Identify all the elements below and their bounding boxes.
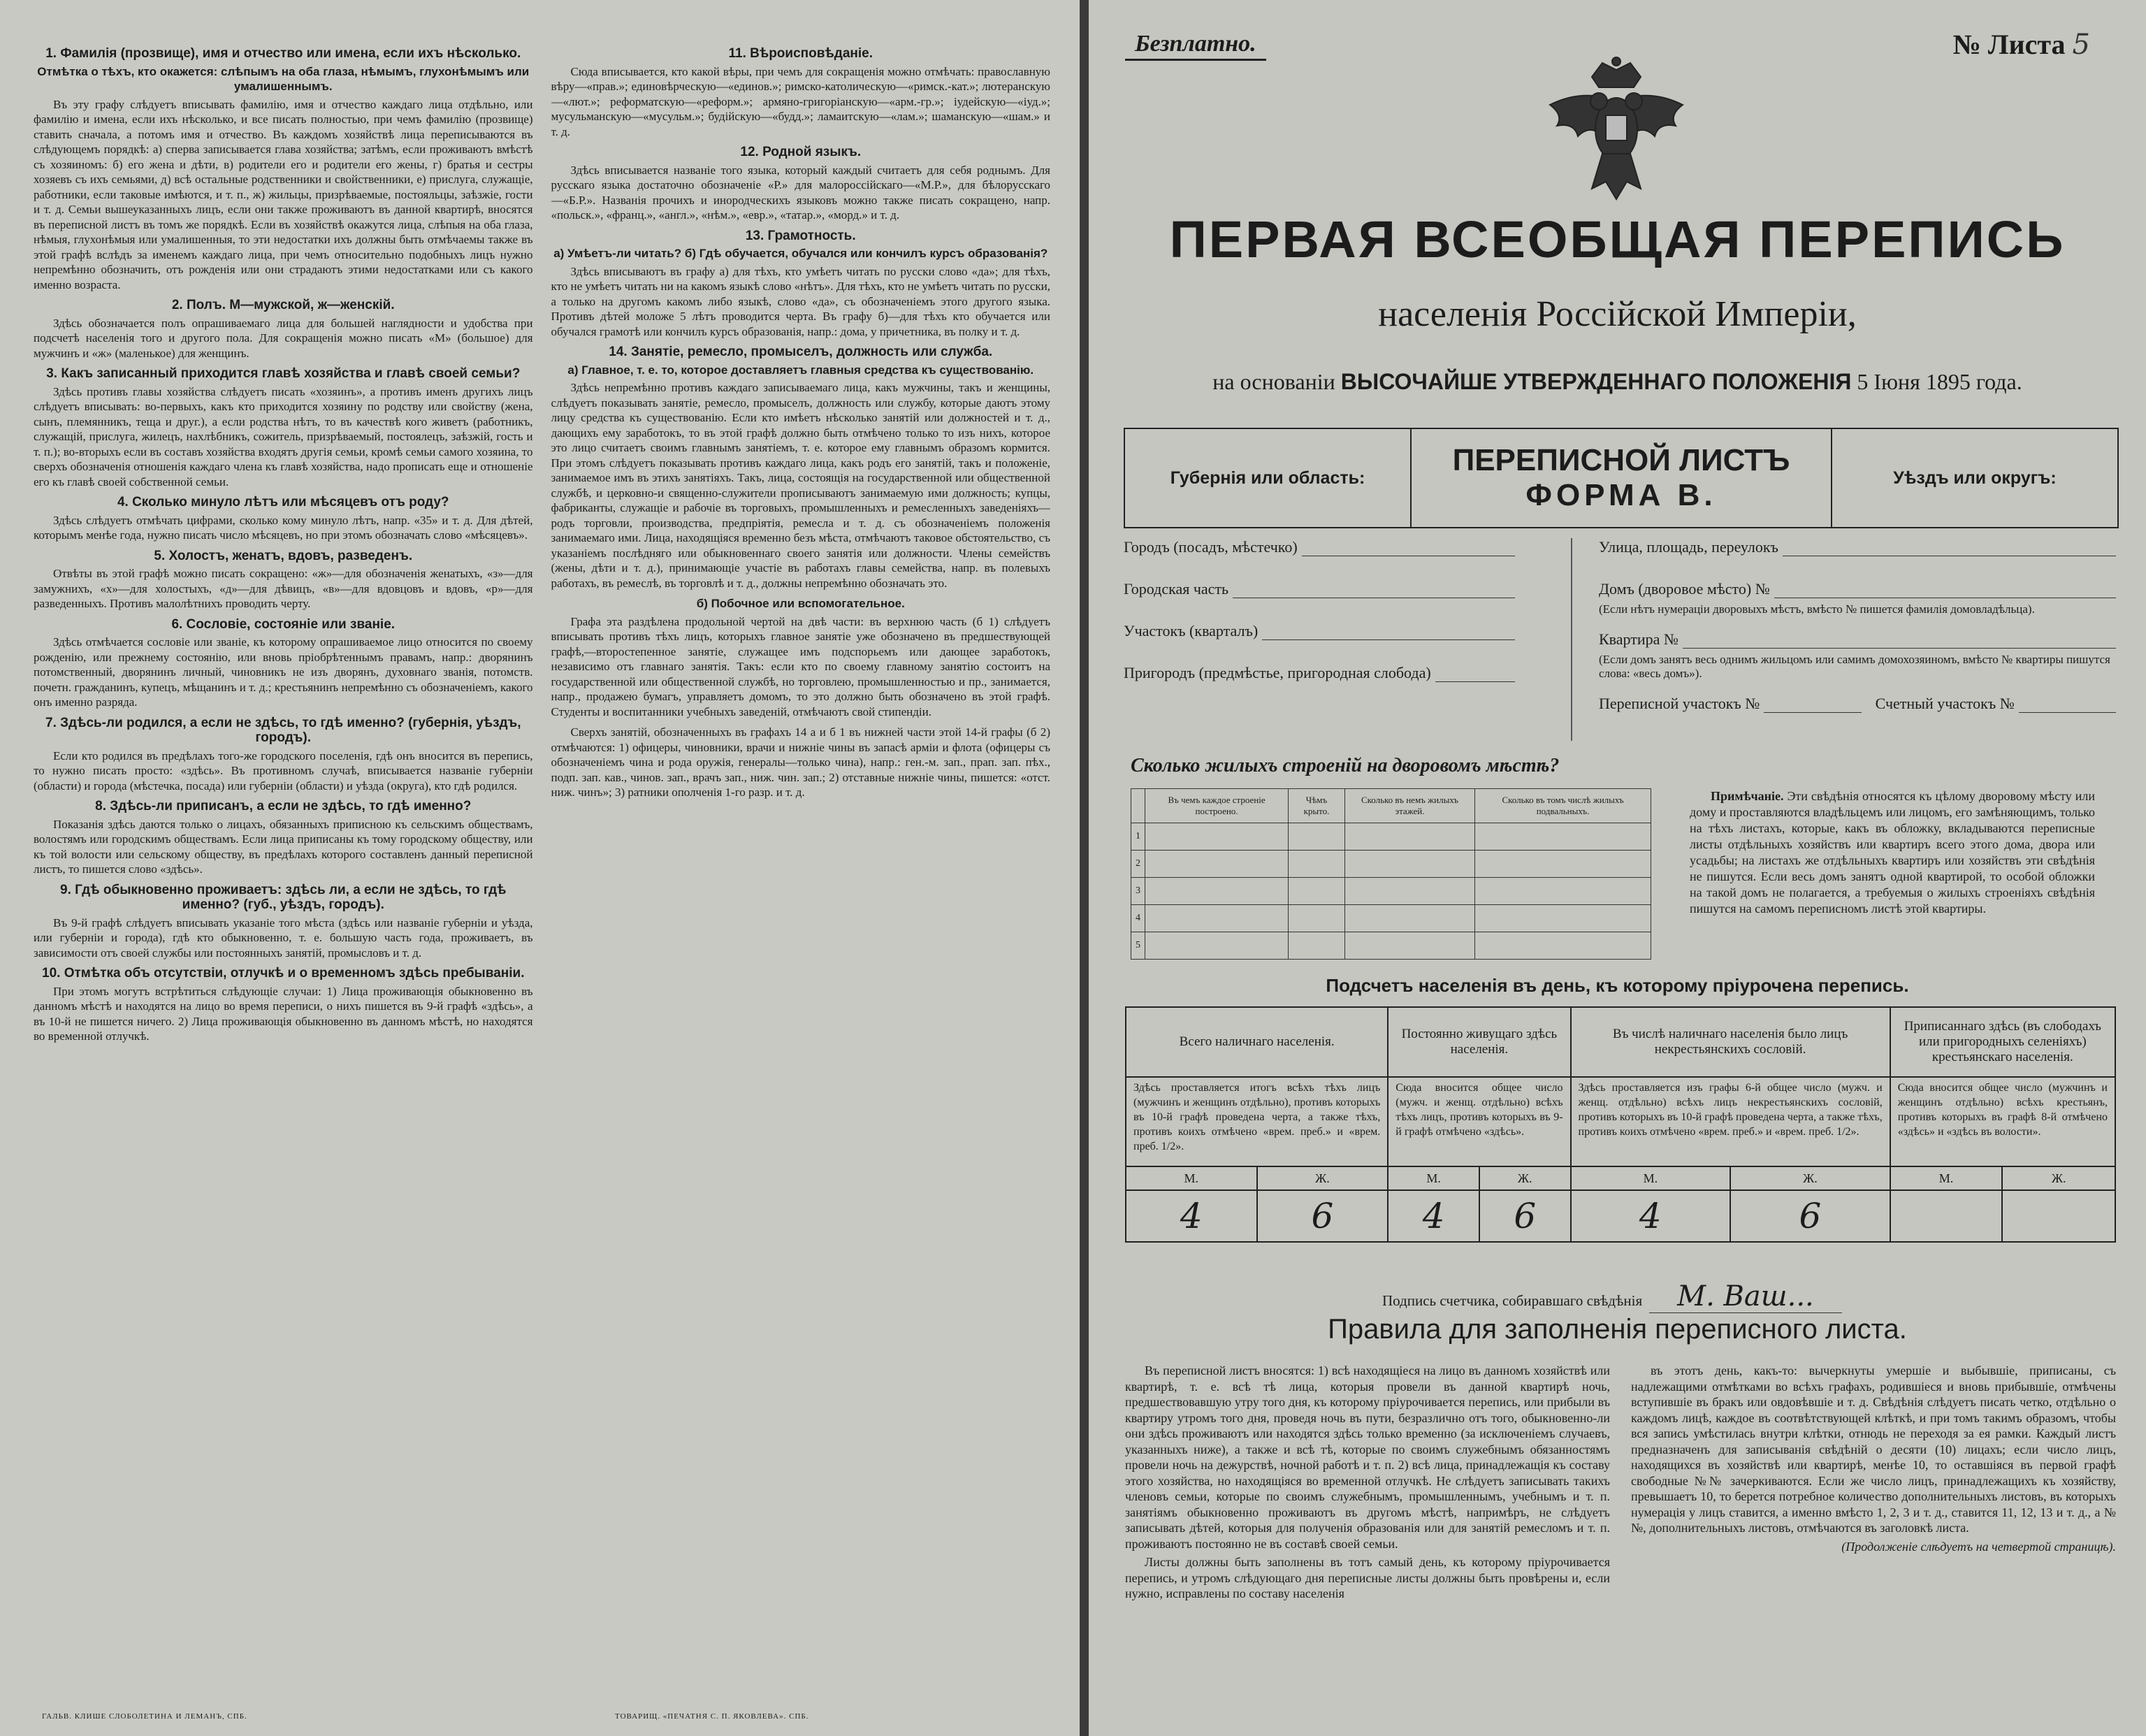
instruction-section bbox=[551, 725, 1051, 800]
buildings-cell[interactable] bbox=[1289, 851, 1345, 878]
instruction-section bbox=[551, 345, 1051, 591]
instruction-section bbox=[34, 46, 533, 292]
signature-value: М. Ваш... bbox=[1649, 1280, 1842, 1313]
population-description: Сюда вносится общее число (мужчинъ и женщинъ отдѣльно) всѣхъ крестьянъ, противъ которыхъ въ графѣ 8-й отмѣчено «здѣсь» и «здѣсь въ волости». bbox=[1890, 1077, 2115, 1166]
buildings-cell[interactable] bbox=[1145, 851, 1289, 878]
population-value[interactable] bbox=[1890, 1190, 2003, 1242]
sheet-number-label: № Листа bbox=[1952, 29, 2066, 60]
form-subtitle: населенія Россійской Имперіи, bbox=[1378, 294, 1857, 334]
sex-male-label: М. bbox=[1890, 1166, 2003, 1190]
instruction-section bbox=[34, 549, 533, 612]
row-number: 1 bbox=[1131, 823, 1145, 851]
note-body: Эти свѣдѣнія относятся къ цѣлому дворовому мѣсту или дому и проставляются владѣльцемъ или лицомъ, его замѣняющимъ, только на тѣхъ листахъ, которые, какъ въ обложку, вкладываются переписные листы отдѣльныхъ хозяйствъ или квартиръ всего этого дома, двора или усадьбы; на листахъ же отдѣльныхъ квартиръ или хозяйствъ эти свѣдѣнія не пишутся. Если весь домъ занятъ одной квартирой, то особой обложки на такой домъ не полагается, а требуемыя о жилыхъ строеніяхъ свѣдѣнія пишутся на самомъ переписномъ листѣ этой квартиры. bbox=[1690, 789, 2095, 916]
sheet-number bbox=[1953, 28, 2090, 61]
section-title: 11. Вѣроисповѣданіе. bbox=[728, 46, 873, 61]
buildings-cell[interactable] bbox=[1145, 878, 1289, 905]
section-body: Здѣсь слѣдуетъ отмѣчать цифрами, сколько кому минуло лѣтъ, напр. «35» и т. д. Для дѣтей, которымъ менѣе года, нужно писать число мѣсяцевъ, но при этомъ обозначать слово «мѣсяцевъ». bbox=[34, 513, 533, 542]
buildings-row bbox=[1131, 905, 1651, 932]
section-title: 3. Какъ записанный приходится главѣ хозяйства и главѣ своей семьи? bbox=[46, 366, 521, 381]
address-right-column bbox=[1599, 538, 2116, 737]
rules-paragraph: Листы должны быть заполнены въ тотъ самый день, къ которому пріурочивается перепись, и утромъ слѣдующаго дня переписные листы должны быть провѣрены и, если нужно, исправлены по составу населенія bbox=[1125, 1555, 1610, 1600]
row-number: 3 bbox=[1131, 878, 1145, 905]
population-description: Здѣсь проставляется итогъ всѣхъ тѣхъ лицъ (мужчинъ и женщинъ отдѣльно), противъ которыхъ въ 10-й графѣ проведена черта, а также тѣхъ, противъ коихъ отмѣчено «врем. преб.» и «врем. преб. 1/2». bbox=[1126, 1077, 1388, 1166]
instruction-section bbox=[34, 799, 533, 877]
population-header: Постоянно живущаго здѣсь населенія. bbox=[1388, 1007, 1570, 1077]
section-body: Сюда вписывается, кто какой вѣры, при чемъ для сокращенія можно отмѣчать: православную вѣру—«прав.»; единовѣрческую—«единов.»; римско-католическую—«римск.-кат.»; лютеранскую—«лют.»; реформатскую—«реформ.»; армяно-григоріанскую—«арм.-гр.»; іудейскую—«іуд.»; мусульманскую—«мусульм.»; будійскую—«будд.»; ламаитскую—«лам.»; шаманскую—«шам.» и т. д. bbox=[551, 64, 1050, 138]
sex-male-label: М. bbox=[1388, 1166, 1479, 1190]
continuation-note: (Продолженіе слѣдуетъ на четвертой страницѣ). bbox=[1841, 1539, 2116, 1554]
section-subtitle: а) Главное, т. е. то, которое доставляетъ главныя средства къ существованію. bbox=[567, 363, 1034, 377]
buildings-cell[interactable] bbox=[1289, 932, 1345, 960]
section-body: Здѣсь отмѣчается сословіе или званіе, къ которому опрашиваемое лицо относится по своему рожденію, или прежнему состоянію, или вновь пріобрѣтеннымъ правамъ, напр.: дворянинъ потомственный, дворянинъ личный, чиновникъ не изъ дворянъ, духовнаго званія, потомств. почетн. гражданинъ, купецъ, мѣщанинъ и т. д.; крестьянинъ непремѣнно съ обозначеніемъ, какого онъ именно разряда. bbox=[34, 635, 533, 709]
form-type bbox=[1410, 429, 1832, 527]
form-title: ПЕРВАЯ ВСЕОБЩАЯ ПЕРЕПИСЬ bbox=[1169, 210, 2066, 268]
printer-credit-center: ТОВАРИЩ. «ПЕЧАТНЯ С. П. ЯКОВЛЕВА». СПБ. bbox=[615, 1712, 809, 1721]
population-count-title: Подсчетъ населенія въ день, къ которому пріурочена перепись. bbox=[1326, 975, 1909, 996]
buildings-row bbox=[1131, 878, 1651, 905]
section-subtitle: а) Умѣетъ-ли читать? б) Гдѣ обучается, обучался или кончилъ курсъ образованія? bbox=[553, 247, 1048, 260]
sex-male-label: М. bbox=[1571, 1166, 1731, 1190]
buildings-row bbox=[1131, 932, 1651, 960]
buildings-cell[interactable] bbox=[1344, 823, 1474, 851]
sheet-number-value: 5 bbox=[2072, 29, 2090, 61]
section-title: 13. Грамотность. bbox=[745, 228, 856, 243]
buildings-cell[interactable] bbox=[1344, 878, 1474, 905]
instruction-section bbox=[34, 617, 533, 710]
buildings-row bbox=[1131, 851, 1651, 878]
population-value[interactable]: 6 bbox=[1257, 1190, 1389, 1242]
buildings-cell[interactable] bbox=[1475, 932, 1651, 960]
section-body: Здѣсь вписывается названіе того языка, который каждый считаетъ для себя роднымъ. Для русскаго языка достаточно обозначеніе «Р.» для малороссійскаго—«М.Р.», для бѣлорусскаго—«Б.Р.». Названія прочихъ и инородческихъ языковъ можно также писать сокращено, напр. «польск.», «франц.», «англ.», «нѣм.», «евр.», «татар.», «морд.» и т. д. bbox=[551, 163, 1050, 222]
precinct-field[interactable]: Участокъ (кварталъ) bbox=[1124, 622, 1515, 640]
signature-label: Подпись счетчика, собиравшаго свѣдѣнія bbox=[1382, 1292, 1643, 1309]
flat-field[interactable]: Квартира № bbox=[1599, 630, 2116, 649]
buildings-header: Въ чемъ каждое строеніе построено. bbox=[1145, 789, 1289, 823]
instruction-section bbox=[34, 966, 533, 1044]
rules-paragraph: Въ переписной листъ вносятся: 1) всѣ находящіеся на лицо въ данномъ хозяйствѣ или квартирѣ, т. е. всѣ тѣ лица, которыя провели въ данной квартирѣ ночь, предшествовавшую утру того дня, къ которому пріурочивается перепись, или прибыли въ квартиру утромъ того дня, проведя ночь въ пути, безразлично отъ того, обыкновенно-ли они здѣсь проживаютъ или находятся здѣсь только временно (за исключеніемъ случаевъ, указанныхъ ниже), а также и всѣ тѣ, которые по своимъ служебнымъ обязанностямъ провели ночь на дежурствѣ, ночной работѣ и т. п. 2) всѣ лица, принадлежащія къ составу этого хозяйства, но находящіяся во временной отлучкѣ. Не слѣдуетъ записывать такихъ членовъ семьи, которые по своимъ служебнымъ, промышленнымъ, учебнымъ и т. п. занятіямъ обыкновенно проживаютъ въ другомъ мѣстѣ, напримѣръ, не слѣдуетъ записывать дѣтей, которыя для полученія образованія или для занятій ремесломъ и т. п. проживаютъ постоянно не въ составѣ своей семьи. bbox=[1125, 1364, 1610, 1551]
suburb-field[interactable]: Пригородъ (предмѣстье, пригородная слобода) bbox=[1124, 664, 1515, 682]
form-header-box bbox=[1124, 428, 2119, 528]
district-label: Уѣздъ или округъ: bbox=[1893, 468, 2057, 488]
section-body: Здѣсь обозначается полъ опрашиваемаго лица для большей наглядности и удобства при подсчетѣ населенія того и другого пола. Для сокращенія можно писать «М» (большое) для мужчинъ и «ж» (маленькое) для женщинъ. bbox=[34, 316, 533, 360]
population-header: Въ числѣ наличнаго населенія было лицъ некрестьянскихъ сословій. bbox=[1571, 1007, 1890, 1077]
address-section bbox=[1124, 538, 2116, 741]
census-form-page bbox=[1089, 0, 2146, 1736]
section-body: При этомъ могутъ встрѣтиться слѣдующіе случаи: 1) Лица проживающія обыкновенно въ данномъ мѣстѣ и находятся на лицо во время переписи, о нихъ пишется въ 9-й графѣ «здѣсь», а въ 10-й не пишется ничего. 2) Лица проживающія обыкновенно въ данномъ мѣстѣ, но находятся во временной отлучкѣ. bbox=[34, 984, 533, 1043]
legal-basis-pre: на основаніи bbox=[1212, 369, 1335, 394]
section-title: 1. Фамилія (прозвище), имя и отчество или имена, если ихъ нѣсколько. bbox=[45, 46, 521, 61]
town-district-field[interactable]: Городская часть bbox=[1124, 580, 1515, 598]
rules-column-2 bbox=[1631, 1363, 2116, 1605]
section-title: 12. Родной языкъ. bbox=[740, 145, 862, 159]
instruction-section bbox=[34, 298, 533, 361]
section-body: Въ 9-й графѣ слѣдуетъ вписывать указаніе того мѣста (здѣсь или названіе губерніи и уѣзда, или губерніи и города), гдѣ кто обыкновенно, т. е. большую часть года, проживаетъ, въ зависимости отъ своей службы или постоянныхъ занятій, промысловъ и т. д. bbox=[34, 916, 533, 960]
form-letter: ФОРМА В. bbox=[1525, 478, 1717, 512]
sex-female-label: Ж. bbox=[1730, 1166, 1890, 1190]
buildings-cell[interactable] bbox=[1475, 905, 1651, 932]
buildings-cell[interactable] bbox=[1344, 851, 1474, 878]
imperial-eagle-emblem-icon bbox=[1536, 49, 1697, 210]
row-number: 5 bbox=[1131, 932, 1145, 960]
buildings-cell[interactable] bbox=[1145, 905, 1289, 932]
row-number-header bbox=[1131, 789, 1145, 823]
buildings-cell[interactable] bbox=[1475, 823, 1651, 851]
row-number: 4 bbox=[1131, 905, 1145, 932]
buildings-row bbox=[1131, 823, 1651, 851]
section-body: Сверхъ занятій, обозначенныхъ въ графахъ 14 а и б 1 въ нижней части этой 14-й графы (б 2) отмѣчаются: 1) офицеры, чиновники, врачи и нижніе чины въ запасѣ арміи и флота (офицеры съ обозначеніемъ чина и рода оружія, генералы—только чина), напр.: ген.-м. зап., прап. зап. пѣх., подп. зап. кав., чинов. зап., врачъ зап., ниж. чин. зап.; 2) отставные нижніе чины, пишется: «отст. ниж. чинъ»; 3) ратники ополченія 1-го разр. и т. д. bbox=[551, 725, 1050, 799]
instruction-section bbox=[34, 883, 533, 961]
buildings-cell[interactable] bbox=[1475, 878, 1651, 905]
row-number: 2 bbox=[1131, 851, 1145, 878]
section-subtitle: Отмѣтка о тѣхъ, кто окажется: слѣпымъ на оба глаза, нѣмымъ, глухонѣмымъ или умалишеннымъ. bbox=[37, 64, 530, 93]
house-field-note: (Если нѣтъ нумераціи дворовыхъ мѣстъ, вмѣсто № пишется фамилія домовладѣльца). bbox=[1599, 602, 2035, 616]
legal-basis-post: 5 Іюня 1895 года. bbox=[1857, 369, 2022, 394]
population-header: Приписаннаго здѣсь (въ слободахъ или пригородныхъ селеніяхъ) крестьянскаго населенія. bbox=[1890, 1007, 2115, 1077]
section-body: Здѣсь противъ главы хозяйства слѣдуетъ писать «хозяинъ», а противъ именъ другихъ лицъ слѣдуетъ вписывать: во-первыхъ, какъ кто приходится хозяину по родству или свойству (жена, сынъ, племянникъ, теща и друг.), а если родства нѣтъ, то въ качествѣ кого живетъ (работникъ, служащій, прислуга, жилецъ, нахлѣбникъ, сожитель, призрѣваемый, постоялецъ, заѣзжій, гость и т. п.); во-вторыхъ если въ составъ хозяйства входятъ другія семьи, кромѣ семьи самого хозяина, то сверхъ обозначенія отношенія каждаго члена къ главѣ хозяйства, надо прописать еще и отношеніе его къ главѣ своей собственной семьи. bbox=[34, 384, 533, 489]
population-header: Всего наличнаго населенія. bbox=[1126, 1007, 1388, 1077]
instruction-section bbox=[551, 229, 1051, 340]
buildings-cell[interactable] bbox=[1344, 932, 1474, 960]
section-title: 14. Занятіе, ремесло, промыселъ, должность или служба. bbox=[609, 345, 993, 359]
instructions-column-2 bbox=[551, 42, 1051, 1691]
town-field[interactable]: Городъ (посадъ, мѣстечко) bbox=[1124, 538, 1515, 556]
instruction-section bbox=[551, 46, 1051, 139]
population-value[interactable]: 4 bbox=[1571, 1190, 1731, 1242]
buildings-table bbox=[1131, 788, 1651, 960]
page-gutter bbox=[1080, 0, 1089, 1736]
buildings-cell[interactable] bbox=[1145, 932, 1289, 960]
section-title: 4. Сколько минуло лѣтъ или мѣсяцевъ отъ роду? bbox=[117, 495, 449, 509]
house-field[interactable]: Домъ (дворовое мѣсто) № bbox=[1599, 580, 2116, 598]
section-body: Здѣсь непремѣнно противъ каждаго записываемаго лица, какъ мужчины, такъ и женщины, слѣдуетъ показывать занятіе, ремесло, промыселъ, должность или службу, которые даютъ этому лицу средства къ существованію. Если кто имѣетъ нѣсколько занятій или должностей и т. д., дающихъ ему заработокъ, то въ этой графѣ должно быть отмѣчено только то изъ нихъ, которое это лицо считаетъ своимъ главнымъ занятіемъ, т. е. которое ему главнымъ образомъ кормится. При этомъ слѣдуетъ показывать противъ каждаго лица, какъ родъ его занятій, такъ и положеніе, занимаемое имъ въ этихъ занятіяхъ. Такъ, лица, состоящія на государственной или общественной службѣ, и церковно-и священно-служители прописываютъ занимаемую ими должность; купцы, фабриканты, служащіе и рабочіе въ торговыхъ, промышленныхъ и ремесленныхъ заведеніяхъ—родъ торговли, производства, предпріятія, ремесла и т. д. съ обозначеніемъ положенія занимаемаго ими. Лица, находящіяся временно безъ мѣста, отмѣчаютъ таковое обстоятельство, съ указаніемъ послѣдняго или обыкновеннаго своего занятія или должности. Члены семействъ (жены, дѣти и т. д.), принимающіе участіе въ работахъ главы семейства, напр. въ полевыхъ работахъ, въ ремеслѣ, въ торговлѣ и т. д., должны непремѣнно обозначать это. bbox=[551, 381, 1050, 590]
buildings-header: Сколько въ томъ числѣ жилыхъ подвальныхъ. bbox=[1475, 789, 1651, 823]
buildings-header: Чѣмъ крыто. bbox=[1289, 789, 1345, 823]
section-body: Отвѣты въ этой графѣ можно писать сокращено: «ж»—для обозначенія женатыхъ, «з»—для замужнихъ, «х»—для холостыхъ, «д»—для дѣвицъ, «в»—для вдовцовъ и вдовъ, «р»—для разведенныхъ. Противъ малолѣтнихъ проводить черту. bbox=[34, 567, 533, 610]
section-body: Здѣсь вписываютъ въ графу а) для тѣхъ, кто умѣетъ читать по русски слово «да»; для тѣхъ, кто не умѣетъ читать ни на какомъ языкѣ слово «нѣтъ». Для тѣхъ, кто не умѣетъ читать по русски, а только на другомъ какомъ либо языкѣ, слово «да», съ обозначеніемъ этого другого языка. Противъ дѣтей моложе 5 лѣтъ проводится черта. Въ графу б)—для тѣхъ кто обучается или обучался грамотѣ или кончилъ курсъ образованія, напр.: дома, у причетника, въ полку и т. д. bbox=[551, 264, 1050, 338]
population-value[interactable]: 6 bbox=[1479, 1190, 1571, 1242]
sex-female-label: Ж. bbox=[1479, 1166, 1571, 1190]
instruction-section bbox=[34, 366, 533, 489]
buildings-cell[interactable] bbox=[1289, 878, 1345, 905]
form-legal-basis bbox=[1089, 369, 2146, 395]
instructions-column-1 bbox=[34, 42, 533, 1691]
buildings-cell[interactable] bbox=[1289, 823, 1345, 851]
section-body: Графа эта раздѣлена продольной чертой на двѣ части: въ верхнюю часть (б 1) слѣдуетъ вписывать противъ тѣхъ лицъ, которыхъ главное занятіе уже обозначено въ предшествующей графѣ,—второстепенное занятіе, служащее имъ подспорьемъ или дающее заработокъ, независимо отъ главнаго занятія. Такъ: если кто по своему главному занятію состоитъ на государственной или общественной службѣ, но торговлею, промышленностью и пр., занимается, напр., продажею бумагъ, управляетъ домомъ, то это должно быть обозначено въ этой графѣ. Студенты и воспитанники учебныхъ заведеній, отмѣчаютъ свой стипендіи. bbox=[551, 614, 1050, 718]
rules-column-1 bbox=[1125, 1363, 1610, 1605]
section-body: Въ эту графу слѣдуетъ вписывать фамилію, имя и отчество каждаго лица отдѣльно, или фамилію и имена, если ихъ нѣсколько, и все писать полностью, при чемъ фамилію (прозвище) ставить сначала, а потомъ имя и отчество. Въ каждомъ хозяйствѣ лица переписываются въ слѣдующемъ порядкѣ: а) сперва записывается глава хозяйства; затѣмъ, если проживаютъ вмѣстѣ съ хозяиномъ: б) его жена и дѣти, в) родители его и родители его жены, г) братья и сестры хозяевъ съ ихъ семьями, д) всѣ остальные родственники и свойственники, е) прислуга, служащіе, работники, если таковые имѣются, и т. п., ж) жильцы, призрѣваемые, постояльцы, заѣзжіе, гости и т. д. Семьи вышеуказанныхъ лицъ, если они также проживаютъ въ данной квартирѣ, вносятся въ переписной листъ въ томъ же порядкѣ. Если въ хозяйствѣ окажутся лица, слѣпыя на оба глаза, нѣмыя, глухонѣмыя или умалишенныя, то эти недостатки ихъ должны быть отмѣчаемы также въ этой графѣ вслѣдъ за именемъ каждаго лица, при чемъ относительно подобныхъ лицъ нужно непремѣнно обозначить, отъ рожденія или они страдаютъ этими недостатками или съ какого именно возраста. bbox=[34, 97, 533, 291]
flat-field-note: (Если домъ занятъ весь однимъ жильцомъ или самимъ домохозяиномъ, вмѣсто № квартиры пишутся слова: «весь домъ»). bbox=[1599, 653, 2110, 680]
instructions-columns bbox=[34, 42, 1050, 1691]
instruction-section bbox=[34, 495, 533, 543]
printer-credit-left: ГАЛЬВ. КЛИШЕ СЛОБОЛЕТИНА И ЛЕМАНЪ, СПБ. bbox=[42, 1712, 247, 1721]
section-body: Если кто родился въ предѣлахъ того-же городского поселенія, гдѣ онъ вносится въ перепись, то нужно писать просто: «здѣсь». Въ противномъ случаѣ, вписывается названіе губерніи (области) и города (мѣстечка, посада) или губерніи (области) и уѣзда (округа), кто гдѣ родился. bbox=[34, 748, 533, 793]
population-value[interactable]: 4 bbox=[1388, 1190, 1479, 1242]
buildings-cell[interactable] bbox=[1289, 905, 1345, 932]
population-value[interactable]: 6 bbox=[1730, 1190, 1890, 1242]
census-sheet-label: ПЕРЕПИСНОЙ ЛИСТЪ bbox=[1452, 443, 1790, 477]
rules-columns bbox=[1125, 1363, 2116, 1605]
rules-paragraph: въ этотъ день, какъ-то: вычеркнуты умершіе и выбывшіе, приписаны, съ надлежащими отмѣтками во всѣхъ графахъ, родившіеся и вновь прибывшіе, отмѣчены вступившіе въ бракъ или овдовѣвшіе и т. д. Свѣдѣнія слѣдуетъ писать четко, отдѣльно о каждомъ лицѣ, каждое въ соотвѣтствующей клѣткѣ, и при томъ такимъ образомъ, чтобы вся запись умѣстилась внутри клѣтки, отнюдь не переходя за ея рамки. Каждый листъ предназначенъ для записыванія свѣдѣній о десяти (10) лицахъ; если число лицъ, находящихся въ хозяйствѣ или квартирѣ, менѣе 10, то оставшіяся въ первой графѣ свободные №№ зачеркиваются. Если же число лицъ, принадлежащихъ къ хозяйству, превышаетъ 10, то берется потребное количество дополнительныхъ листовъ, въ которыхъ нумерація у лицъ ставится, а именно вмѣсто 1, 2, 3 и т. д., ставится 11, 12, 13 и т. д., а №№, дополнительныхъ листовъ, отмѣчаются въ заголовкѣ листа. bbox=[1631, 1364, 2116, 1535]
population-value[interactable]: 4 bbox=[1126, 1190, 1257, 1242]
street-field[interactable]: Улица, площадь, переулокъ bbox=[1599, 538, 2116, 556]
buildings-cell[interactable] bbox=[1145, 823, 1289, 851]
enumerator-signature bbox=[1382, 1280, 1842, 1312]
province-label: Губернія или область: bbox=[1170, 468, 1365, 488]
address-left-column bbox=[1124, 538, 1515, 706]
section-title: 8. Здѣсь-ли приписанъ, а если не здѣсь, то гдѣ именно? bbox=[95, 799, 472, 813]
instruction-section bbox=[551, 145, 1051, 223]
population-value[interactable] bbox=[2002, 1190, 2115, 1242]
buildings-cell[interactable] bbox=[1475, 851, 1651, 878]
instruction-section bbox=[551, 596, 1051, 719]
sex-female-label: Ж. bbox=[1257, 1166, 1389, 1190]
census-precinct-field[interactable]: Переписной участокъ № Счетный участокъ № bbox=[1599, 695, 2116, 713]
section-subtitle: б) Побочное или вспомогательное. bbox=[696, 597, 905, 610]
free-of-charge-label: Безплатно. bbox=[1125, 31, 1266, 61]
instruction-section bbox=[34, 716, 533, 794]
legal-basis-bold: ВЫСОЧАЙШЕ УТВЕРЖДЕННАГО ПОЛОЖЕНІЯ bbox=[1340, 369, 1852, 394]
sex-male-label: М. bbox=[1126, 1166, 1257, 1190]
section-title: 10. Отмѣтка объ отсутствіи, отлучкѣ и о временномъ здѣсь пребываніи. bbox=[42, 966, 525, 981]
population-description: Сюда вносится общее число (мужч. и женщ. отдѣльно) всѣхъ тѣхъ лицъ, противъ которыхъ въ 9-й графѣ отмѣчено «здѣсь». bbox=[1388, 1077, 1570, 1166]
section-title: 5. Холостъ, женатъ, вдовъ, разведенъ. bbox=[154, 548, 413, 563]
buildings-note bbox=[1690, 788, 2095, 917]
section-title: 7. Здѣсь-ли родился, а если не здѣсь, то гдѣ именно? (губернія, уѣздъ, городъ). bbox=[45, 715, 521, 745]
section-title: 2. Полъ. М—мужской, ж—женскій. bbox=[171, 298, 395, 312]
section-body: Показанія здѣсь даются только о лицахъ, обязанныхъ приписною къ сельскимъ обществамъ, волостямъ или городскимъ обществамъ. Если лица приписаны къ тому городскому обществу, или къ той волости или сельскому обществу, въ предѣлахъ которого составленъ данный переписной листъ, то пишется слово «здѣсь». bbox=[34, 817, 533, 876]
section-title: 9. Гдѣ обыкновенно проживаетъ: здѣсь ли, а если не здѣсь, то гдѣ именно? (губ., уѣздъ, городъ). bbox=[60, 882, 507, 912]
rules-title: Правила для заполненія переписного листа. bbox=[1328, 1314, 1907, 1345]
buildings-cell[interactable] bbox=[1344, 905, 1474, 932]
buildings-header: Сколько въ немъ жилыхъ этажей. bbox=[1344, 789, 1474, 823]
sex-female-label: Ж. bbox=[2002, 1166, 2115, 1190]
note-title: Примѣчаніе. bbox=[1711, 789, 1784, 803]
population-table bbox=[1125, 1006, 2116, 1243]
section-title: 6. Сословіе, состояніе или званіе. bbox=[171, 616, 396, 632]
population-description: Здѣсь проставляется изъ графы 6-й общее число (мужч. и женщ. отдѣльно) всѣхъ лицъ некрестьянскихъ сословій, противъ которыхъ въ 10-й графѣ проведена черта, а также тѣхъ, противъ коихъ отмѣчено «врем. преб.» и «врем. преб. 1/2». bbox=[1571, 1077, 1890, 1166]
address-divider bbox=[1571, 538, 1572, 741]
buildings-question: Сколько жилыхъ строеній на дворовомъ мѣстѣ? bbox=[1131, 755, 1560, 776]
